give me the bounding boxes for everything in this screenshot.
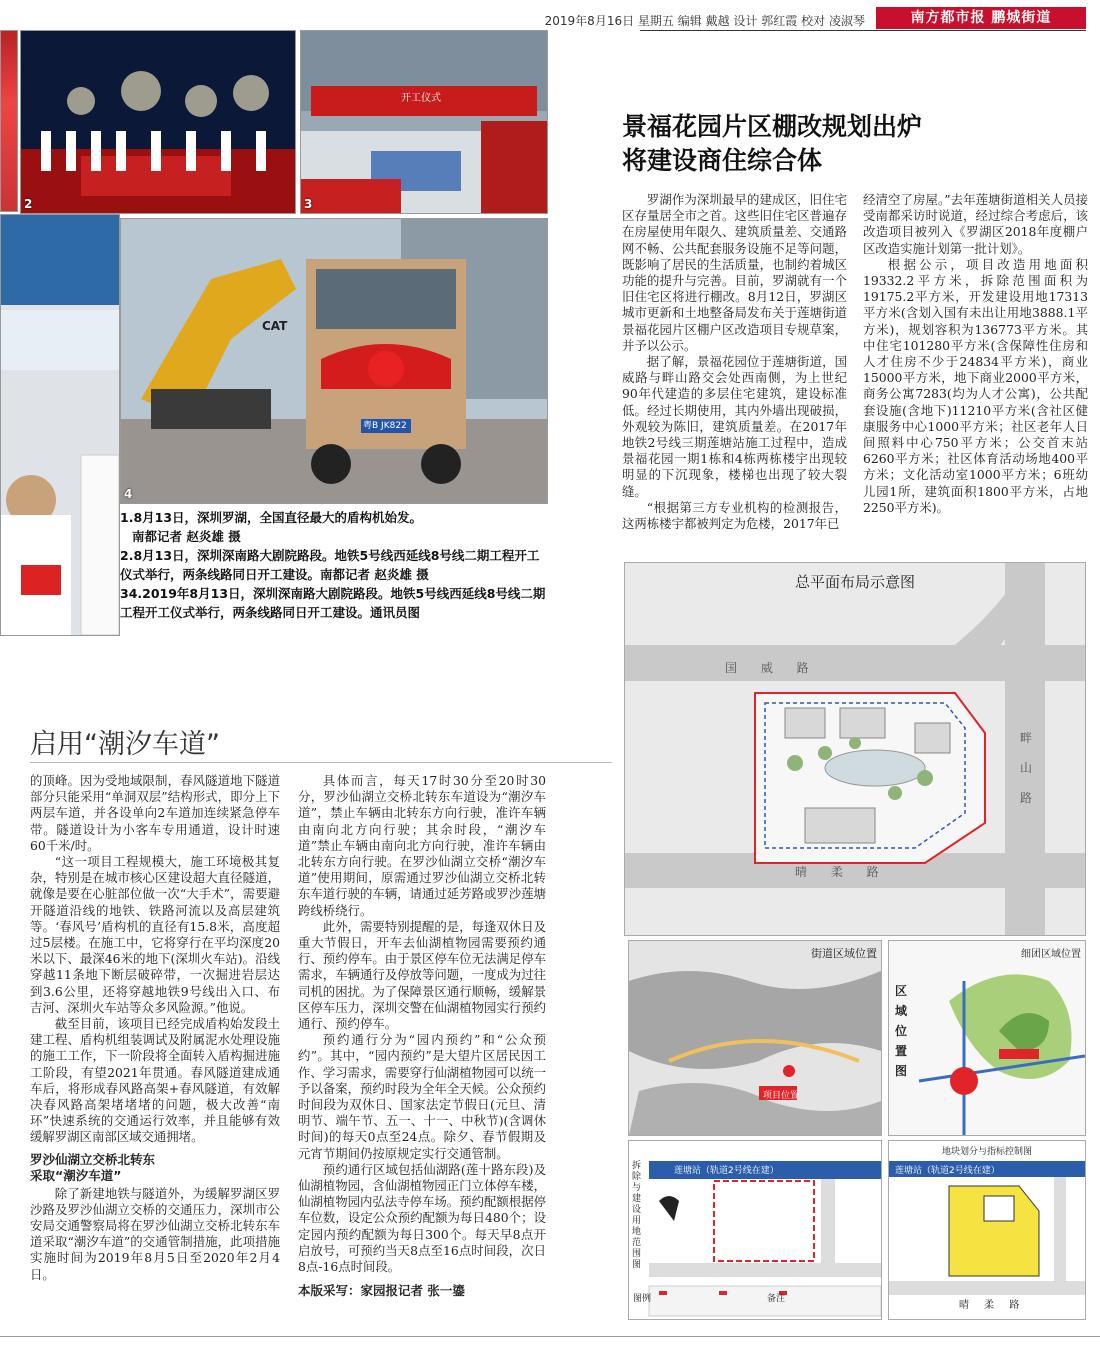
page-header — [0, 0, 1100, 32]
district-location-title: 细团区域位置 — [1021, 949, 1081, 960]
photo-4-plate: 粤B JK822 — [363, 421, 407, 431]
right-headline — [622, 110, 1082, 178]
left-article-col2 — [298, 773, 546, 1301]
caption-34: 34.2019年8月13日，深圳深南路大剧院路段。地铁5号线西延线8号线二期工程开工仪式举行，两条线路同日开工建设。通讯员图 — [120, 586, 546, 620]
photo-1-edge — [0, 30, 18, 212]
street-location-art — [629, 941, 881, 1135]
proof-label: 校对 — [801, 14, 826, 28]
caption-1-credit: 南都记者 赵炎雄 摄 — [132, 529, 241, 544]
project-location-label: 项目位置 — [763, 1091, 800, 1101]
site-plan-map — [624, 562, 1086, 936]
right-col2-para: 根据公示，项目改造用地面积19332.2平方米，拆除范围面积为19175.2平方米，开发建设用地17313平方米(含划入国有未出让用地3888.1平方米)，规划容积为136773平方米。其中住宅101280平方米(含保障性住房和人才住房不少于24834平方米)，商业15000平方米，地下商业2000平方米，商务公寓7283(均为人才公寓)，公共配套设施(含地下)11210平方米(含社区健康服务中心1000平方米；社区老年人日间照料中心750平方米；公交首末站6260平方米；社区体育活动场地400平方米；文化活动室1000平方米；6班幼儿园1所，建筑面积1800平方米，占地2250平方米)。 — [863, 256, 1088, 515]
right-col1-para: 罗湖作为深圳最早的建成区，旧住宅区存量居全市之首。这些旧住宅区普遍存在房屋使用年限久、建筑质量差、交通路网不畅、公共配套服务设施不足等问题，既影响了居民的生活质量，也制约着城区功能的提升与完善。目前，罗湖就有一个旧住宅区将进行棚改。8月12日，罗湖区城市更新和土地整备局发布关于莲塘街道景福花园片区棚户区改造项目专规草案，并予以公示。 — [622, 192, 847, 353]
byline: 本版采写：家园报记者 张一鎏 — [298, 1283, 465, 1299]
header-rule — [640, 30, 1086, 31]
left-article-col1 — [30, 773, 280, 1283]
right-col2-para: 经清空了房屋。”去年莲塘街道相关人员接受南都采访时说道，经过综合考虑后，该改造项目被列入《罗湖区2018年度棚户区改造实施计划第一批计划》。 — [863, 192, 1088, 256]
photo-4-brand: CAT — [262, 319, 288, 333]
photo-1-art — [1, 215, 119, 635]
photo-4-number: 4 — [124, 487, 133, 501]
street-location-map — [628, 940, 882, 1136]
site-plan-title: 总平面布局示意图 — [794, 573, 915, 591]
plot-division-map — [888, 1140, 1086, 1320]
plot-station-label: 莲塘站（轨道2号线在建） — [895, 1166, 1000, 1176]
street-location-title: 街道区域位置 — [811, 947, 877, 960]
left-col2-para: 具体而言，每天17时30分至20时30分，罗沙仙湖立交桥北转东车道设为“潮汐车道”，禁止车辆由北转东方向行驶，准许车辆由南向北方向行驶；其余时段，“潮汐车道”禁止车辆由南向北方向行驶，准许车辆由北转东方向行驶。在罗沙仙湖立交桥“潮汐车道”使用期间，原需通过罗沙仙湖立交桥北转东车道行驶的车辆，请通过延芳路或罗沙莲塘跨线桥绕行。 — [298, 773, 546, 918]
road-panshan: 畔 山 路 — [1020, 731, 1033, 805]
left-title-rule — [30, 762, 612, 763]
caption-2: 2.8月13日，深圳深南路大剧院路段。地铁5号线西延线8号线二期工程开工仪式举行，两条线路同日开工建设。南都记者 赵炎雄 摄 — [120, 548, 540, 582]
left-subhead-line1: 罗沙仙湖立交桥北转东 — [30, 1151, 156, 1167]
photo-2-number: 2 — [24, 197, 33, 211]
district-side-label: 区域位置图 — [895, 984, 908, 1078]
photo-2-art — [21, 31, 295, 213]
plot-road-qingrou: 晴 柔 路 — [959, 1300, 1026, 1311]
proofreader-name: 凌淑琴 — [828, 14, 865, 28]
legend-label: 图例 — [633, 1294, 652, 1304]
right-article-col2 — [863, 192, 1088, 516]
plot-division-title: 地块划分与指标控制图 — [941, 1147, 1032, 1157]
header-date: 2019年8月16日 — [544, 14, 635, 28]
photo-2 — [20, 30, 296, 214]
editor-name: 戴越 — [705, 14, 730, 28]
demolition-station-label: 莲塘站（轨道2号线在建） — [674, 1166, 779, 1176]
photo-4-art — [121, 219, 547, 503]
header-meta — [545, 12, 865, 29]
right-col1-para: 据了解，景福花园位于莲塘街道，国威路与畔山路交会处西南侧，为上世纪90年代建造的多层住宅建筑，建设标准低。经过长期使用，其内外墙出现破损，外观较为陈旧，建筑质量差。在2017年地铁2号线三期莲塘站施工过程中，造成景福花园一期1栋和4栋两栋楼宇出现较明显的下沉现象，楼梯也出现了较大裂缝。 — [622, 354, 847, 499]
left-col2-para: 此外，需要特别提醒的是，每逢双休日及重大节假日，开车去仙湖植物园需要预约通行、预约停车。由于景区停车位无法满足停车需求，车辆通行及停放等问题，一度成为过往司机的困扰。为了保障景区通行顺畅，缓解景区停车压力，深圳交警在仙湖植物园实行预约通行、预约停车。 — [298, 918, 546, 1032]
left-col1-para: 截至目前，该项目已经完成盾构始发段土建工程、盾构机组装调试及附属泥水处理设施的施工工作，下一阶段将全面转入盾构掘进施工阶段，有望2021年贯通。春风隧道建成通车后，将形成春风路高架+春风隧道，有效解决春风路高架堵堵堵的问题，极大改善“南环”快速系统的交通运行效率，并且能够有效缓解罗湖区南部区域交通拥堵。 — [30, 1016, 280, 1145]
left-col2-para: 预约通行区域包括仙湖路(莲十路东段)及仙湖植物园，含仙湖植物园正门立体停车楼，仙湖植物园内弘法寺停车场。预约配额根据停车位数，设定公众预约配额为每日480个；设定园内预约配额为每日300个。每天早8点开启放号，可预约当天8点至16点时间段，次日8点-16点时间段。 — [298, 1161, 546, 1275]
designer-label: 设计 — [733, 14, 758, 28]
footer-rule — [0, 1336, 1100, 1337]
photo-3 — [300, 30, 548, 214]
left-col1-para: “这一项目工程规模大，施工环境极其复杂，特别是在城市核心区建设超大直径隧道，就像是要在心脏部位做一次“大手术”，需要避开隧道沿线的地铁、铁路河流以及高层建筑等。‘春风号’盾构机的直径有15.8米，高度超过5层楼。在施工中，它将穿行在平均深度20米以下、最深46米的地下(深圳火车站)。沿线穿越11条地下断层破碎带，一次掘进岩层达到3.6公里，还将穿越地铁9号线出入口、布吉河、深圳火车站等众多风险源。”他说。 — [30, 854, 280, 1015]
photo-1 — [0, 214, 120, 636]
road-guowei: 国 威 路 — [725, 661, 819, 675]
left-col1-para: 的顶峰。因为受地域限制，春风隧道地下隧道部分只能采用“单洞双层”结构形式，即分上下两层车道，并各设单向2车道加连续紧急停车带。隧道设计为小客车专用通道，设计时速60千米/时。 — [30, 773, 280, 853]
photo-3-art — [301, 31, 547, 213]
right-headline-line2: 将建设商住综合体 — [622, 146, 823, 175]
left-section-title: 启用“潮汐车道” — [30, 729, 220, 760]
left-col2-para: 预约通行分为“园内预约”和“公众预约”。其中，“园内预约”是大望片区居民因工作、学习需求，需要穿行仙湖植物园可以统一予以备案，预约时段为全年全天候。公众预约时间段为双休日、国家法定节假日(元旦、清明节、端午节、五一、十一、中秋节)(含调休时间)的每天0点至24点。除夕、春节假期及元宵节期间仍按原规定实行交通管制。 — [298, 1032, 546, 1161]
photo-3-number: 3 — [304, 197, 313, 211]
right-col1-para: “根据第三方专业机构的检测报告，这两栋楼宇都被判定为危楼，2017年已 — [622, 499, 847, 532]
masthead-logo: 南方都市报 鹏城街道 — [876, 7, 1086, 29]
left-col1-tail: 除了新建地铁与隧道外，为缓解罗湖区罗沙路及罗沙仙湖立交桥的交通压力，深圳市公安局交通警察局将在罗沙仙湖立交桥北转东车道采取“潮汐车道”的交通管制措施，此项措施实施时间为2019年8月5日至2020年2月4日。 — [30, 1185, 280, 1282]
photo-4 — [120, 218, 548, 504]
right-article-col1 — [622, 192, 847, 532]
caption-1: 1.8月13日，深圳罗湖，全国直径最大的盾构机始发。 — [120, 510, 423, 525]
header-weekday: 星期五 — [637, 14, 674, 28]
designer-name: 郭红霞 — [761, 14, 798, 28]
demolition-side-label: 拆除与建设用地范围图 — [632, 1161, 642, 1270]
demolition-range-map — [628, 1140, 882, 1320]
photo-3-banner: 开工仪式 — [401, 93, 441, 104]
editor-label: 编辑 — [677, 14, 702, 28]
road-qingrou: 晴 柔 路 — [795, 865, 889, 879]
left-subhead — [30, 1152, 280, 1184]
district-location-map — [888, 940, 1086, 1136]
district-location-art — [889, 941, 1085, 1135]
right-headline-line1: 景福花园片区棚改规划出炉 — [622, 112, 923, 141]
note-label: 备注 — [767, 1294, 786, 1304]
left-subhead-line2: 采取“潮汐车道” — [30, 1167, 122, 1183]
photo-captions — [120, 508, 550, 622]
